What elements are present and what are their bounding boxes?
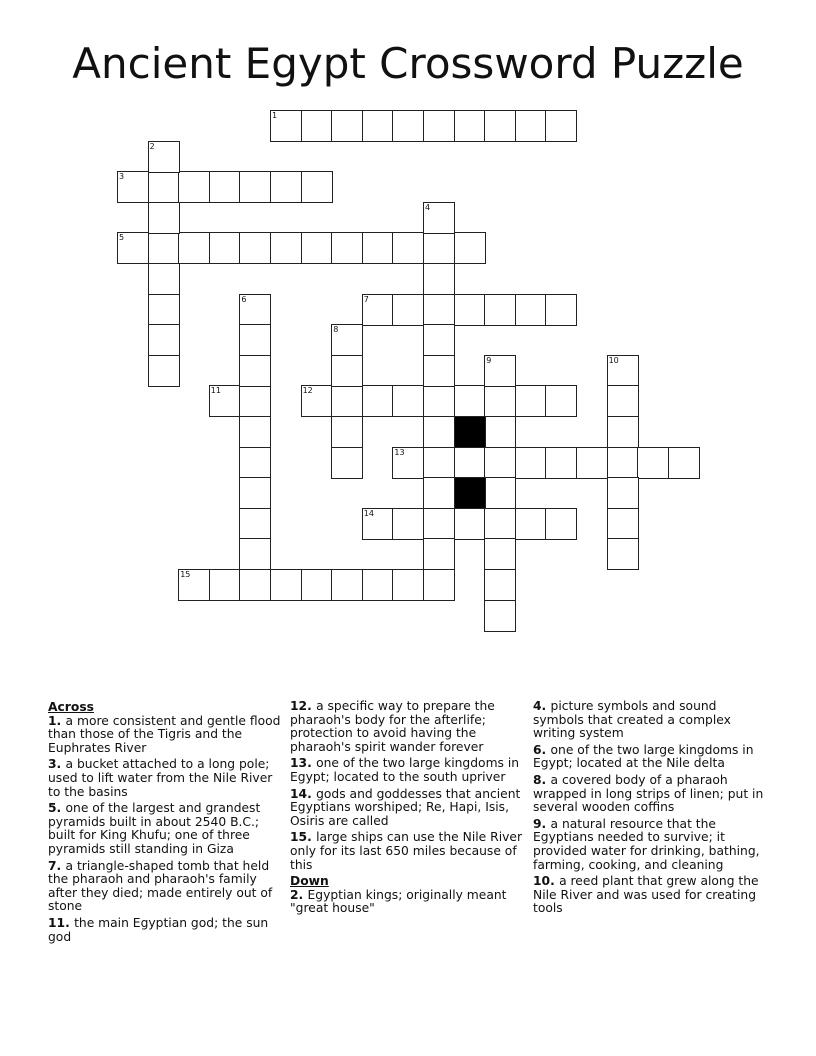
crossword-cell[interactable] — [484, 477, 516, 509]
crossword-cell[interactable] — [484, 538, 516, 570]
crossword-cell[interactable] — [423, 538, 455, 570]
crossword-cell[interactable] — [331, 447, 363, 479]
crossword-cell[interactable] — [454, 294, 486, 326]
crossword-cell[interactable] — [423, 385, 455, 417]
crossword-cell[interactable] — [484, 294, 516, 326]
clue-num-label: 13. — [290, 756, 317, 771]
crossword-cell[interactable] — [515, 294, 547, 326]
crossword-cell[interactable] — [331, 355, 363, 387]
clue-number: 2 — [149, 141, 155, 151]
crossword-cell[interactable] — [392, 385, 424, 417]
across-clue — [290, 788, 526, 829]
crossword-cell[interactable] — [454, 447, 486, 479]
crossword-cell[interactable] — [423, 202, 455, 234]
clue-number: 10 — [608, 355, 619, 365]
crossword-cell[interactable] — [423, 569, 455, 601]
crossword-cell[interactable] — [607, 355, 639, 387]
crossword-cell[interactable] — [148, 141, 180, 173]
crossword-cell[interactable] — [423, 477, 455, 509]
down-heading: Down — [290, 874, 329, 889]
crossword-cell[interactable] — [423, 232, 455, 264]
clue-text: one of the two large kingdoms in Egypt; located to the south upriver — [290, 756, 520, 784]
clue-number: 3 — [119, 172, 125, 182]
crossword-cell[interactable] — [362, 508, 394, 540]
crossword-cell[interactable] — [484, 600, 516, 632]
crossword-cell[interactable] — [239, 355, 271, 387]
crossword-cell[interactable] — [484, 416, 516, 448]
crossword-cell[interactable] — [484, 508, 516, 540]
crossword-cell[interactable] — [515, 508, 547, 540]
crossword-cell[interactable] — [209, 569, 241, 601]
clue-number: 12 — [302, 386, 313, 396]
clue-num-label: 10. — [533, 874, 560, 889]
crossword-cell[interactable] — [178, 171, 210, 203]
crossword-cell[interactable] — [423, 294, 455, 326]
crossword-cell[interactable] — [484, 447, 516, 479]
crossword-cell[interactable] — [362, 294, 394, 326]
down-clue — [290, 889, 526, 916]
clue-num-label: 11. — [48, 915, 75, 930]
crossword-cell[interactable] — [392, 294, 424, 326]
crossword-cell[interactable] — [239, 477, 271, 509]
clue-number: 11 — [210, 386, 221, 396]
clue-number: 6 — [241, 294, 247, 304]
clue-number: 15 — [180, 570, 191, 579]
down-clue — [533, 744, 769, 771]
crossword-cell[interactable] — [545, 447, 577, 479]
clue-num-label: 9. — [533, 816, 551, 831]
crossword-cell[interactable] — [148, 202, 180, 234]
crossword-cell[interactable] — [362, 110, 394, 142]
crossword-cell[interactable] — [209, 232, 241, 264]
clue-number: 13 — [394, 447, 405, 457]
clue-num-label: 3. — [48, 757, 66, 772]
clue-num-label: 7. — [48, 858, 66, 873]
crossword-cell[interactable] — [423, 355, 455, 387]
crossword-cell[interactable] — [331, 110, 363, 142]
clues-column-2 — [290, 700, 526, 919]
clue-number: 7 — [363, 294, 369, 304]
clue-num-label: 12. — [290, 699, 317, 713]
crossword-cell[interactable] — [423, 263, 455, 295]
across-clue — [48, 917, 284, 944]
crossword-cell[interactable] — [148, 232, 180, 264]
crossword-cell[interactable] — [209, 171, 241, 203]
crossword-cell[interactable] — [668, 447, 700, 479]
crossword-cell[interactable] — [423, 447, 455, 479]
clue-text: a more consistent and gentle flood than those of the Tigris and the Euphrates River — [48, 713, 281, 755]
crossword-cell[interactable] — [423, 416, 455, 448]
clue-text: large ships can use the Nile River only for its last 650 miles because of this — [290, 830, 523, 872]
clue-number: 8 — [333, 325, 339, 335]
crossword-cell[interactable] — [607, 416, 639, 448]
crossword-cell[interactable] — [454, 110, 486, 142]
crossword-cell[interactable] — [117, 232, 149, 264]
down-clue — [533, 875, 769, 916]
crossword-cell[interactable] — [607, 508, 639, 540]
page-title: Ancient Egypt Crossword Puzzle — [72, 39, 744, 88]
clue-text: gods and goddesses that ancient Egyptians worshiped; Re, Hapi, Isis, Osiris are called — [290, 786, 521, 828]
crossword-cell[interactable] — [607, 538, 639, 570]
crossword-cell[interactable] — [301, 385, 333, 417]
crossword-cell[interactable] — [331, 569, 363, 601]
clue-num-label: 8. — [533, 772, 551, 787]
clue-text: a bucket attached to a long pole; used to lift water from the Nile River to the basins — [48, 757, 273, 799]
crossword-cell[interactable] — [178, 232, 210, 264]
crossword-cell[interactable] — [239, 416, 271, 448]
down-clue — [533, 774, 769, 815]
crossword-cell[interactable] — [301, 171, 333, 203]
crossword-cell[interactable] — [515, 447, 547, 479]
crossword-cell[interactable] — [301, 569, 333, 601]
clue-text: a covered body of a pharaoh wrapped in long strips of linen; put in several wooden coffins — [533, 772, 764, 815]
crossword-cell[interactable] — [209, 385, 241, 417]
down-clue — [533, 700, 769, 741]
crossword-cell[interactable] — [484, 110, 516, 142]
crossword-cell[interactable] — [454, 508, 486, 540]
crossword-cell[interactable] — [454, 385, 486, 417]
across-clue — [290, 757, 526, 784]
clues-column-1 — [48, 700, 284, 947]
across-clue — [48, 758, 284, 799]
crossword-cell[interactable] — [148, 324, 180, 356]
crossword-cell[interactable] — [637, 447, 669, 479]
crossword-cell[interactable] — [607, 385, 639, 417]
clue-number: 14 — [363, 508, 374, 518]
clue-num-label: 2. — [290, 887, 308, 902]
crossword-cell[interactable] — [239, 171, 271, 203]
crossword-cell[interactable] — [239, 324, 271, 356]
crossword-cell[interactable] — [392, 569, 424, 601]
crossword-cell[interactable] — [239, 294, 271, 326]
crossword-cell[interactable] — [117, 171, 149, 203]
clue-number: 9 — [486, 355, 492, 365]
clue-num-label: 5. — [48, 801, 66, 816]
crossword-cell[interactable] — [392, 232, 424, 264]
crossword-cell[interactable] — [454, 232, 486, 264]
clue-number: 5 — [119, 233, 125, 243]
crossword-cell[interactable] — [392, 447, 424, 479]
clue-num-label: 1. — [48, 713, 66, 728]
clue-num-label: 15. — [290, 830, 317, 845]
clue-text: one of the two large kingdoms in Egypt; located at the Nile delta — [533, 742, 754, 771]
crossword-cell[interactable] — [484, 569, 516, 601]
crossword-cell[interactable] — [423, 324, 455, 356]
crossword-cell[interactable] — [331, 385, 363, 417]
crossword-cell[interactable] — [148, 263, 180, 295]
clue-num-label: 6. — [533, 742, 551, 757]
crossword-cell[interactable] — [515, 385, 547, 417]
clue-text: one of the largest and grandest pyramids built in about 2540 B.C.; built for King Khufu; one of three pyramids still standing in Giza — [48, 801, 261, 856]
crossword-cell[interactable] — [239, 385, 271, 417]
clues-column-3 — [533, 700, 769, 919]
across-clue — [290, 700, 526, 754]
crossword-cell[interactable] — [607, 477, 639, 509]
crossword-cell[interactable] — [270, 110, 302, 142]
crossword-cell[interactable] — [545, 385, 577, 417]
crossword-cell[interactable] — [270, 232, 302, 264]
crossword-cell[interactable] — [270, 171, 302, 203]
crossword-cell[interactable] — [148, 171, 180, 203]
crossword-cell[interactable] — [423, 508, 455, 540]
crossword-cell[interactable] — [362, 232, 394, 264]
clue-text: a reed plant that grew along the Nile River and was used for creating tools — [533, 874, 759, 916]
crossword-cell[interactable] — [331, 232, 363, 264]
crossword-cell[interactable] — [301, 232, 333, 264]
crossword-cell[interactable] — [239, 232, 271, 264]
clue-text: a natural resource that the Egyptians needed to survive; it provided water for drinking, bathing, farming, cooking, and cleaning — [533, 816, 760, 872]
crossword-cell[interactable] — [239, 569, 271, 601]
crossword-cell[interactable] — [301, 110, 333, 142]
across-clue — [48, 802, 284, 856]
across-clue — [290, 831, 526, 872]
clue-text: a specific way to prepare the pharaoh's body for the afterlife; protection to avoid having the pharaoh's spirit wander forever — [290, 699, 495, 754]
crossword-cell[interactable] — [362, 385, 394, 417]
crossword-cell[interactable] — [239, 447, 271, 479]
across-heading: Across — [48, 700, 94, 714]
crossword-cell[interactable] — [239, 508, 271, 540]
crossword-cell[interactable] — [270, 569, 302, 601]
clue-number: 1 — [272, 111, 278, 120]
black-square — [454, 416, 486, 448]
crossword-cell[interactable] — [545, 110, 577, 142]
clue-number: 4 — [425, 202, 431, 212]
crossword-cell[interactable] — [576, 447, 608, 479]
clue-num-label: 14. — [290, 786, 317, 801]
crossword-cell[interactable] — [515, 110, 547, 142]
crossword-cell[interactable] — [607, 447, 639, 479]
clue-num-label: 4. — [533, 699, 551, 713]
black-square — [454, 477, 486, 509]
crossword-cell[interactable] — [178, 569, 210, 601]
crossword-cell[interactable] — [423, 110, 455, 142]
clue-text: a triangle-shaped tomb that held the pharaoh and pharaoh's family after they died; made entirely out of stone — [48, 858, 273, 914]
crossword-cell[interactable] — [331, 324, 363, 356]
down-clue — [533, 818, 769, 872]
crossword-cell[interactable] — [331, 416, 363, 448]
clue-text: picture symbols and sound symbols that created a complex writing system — [533, 699, 731, 741]
crossword-cell[interactable] — [148, 294, 180, 326]
crossword-cell[interactable] — [484, 355, 516, 387]
clue-text: the main Egyptian god; the sun god — [48, 915, 269, 944]
clue-text: Egyptian kings; originally meant "great house" — [290, 887, 507, 916]
across-clue — [48, 860, 284, 914]
crossword-cell[interactable] — [484, 385, 516, 417]
crossword-cell[interactable] — [392, 110, 424, 142]
crossword-cell[interactable] — [362, 569, 394, 601]
crossword-cell[interactable] — [545, 508, 577, 540]
crossword-cell[interactable] — [239, 538, 271, 570]
crossword-cell[interactable] — [392, 508, 424, 540]
across-clue — [48, 715, 284, 756]
crossword-cell[interactable] — [545, 294, 577, 326]
crossword-cell[interactable] — [148, 355, 180, 387]
